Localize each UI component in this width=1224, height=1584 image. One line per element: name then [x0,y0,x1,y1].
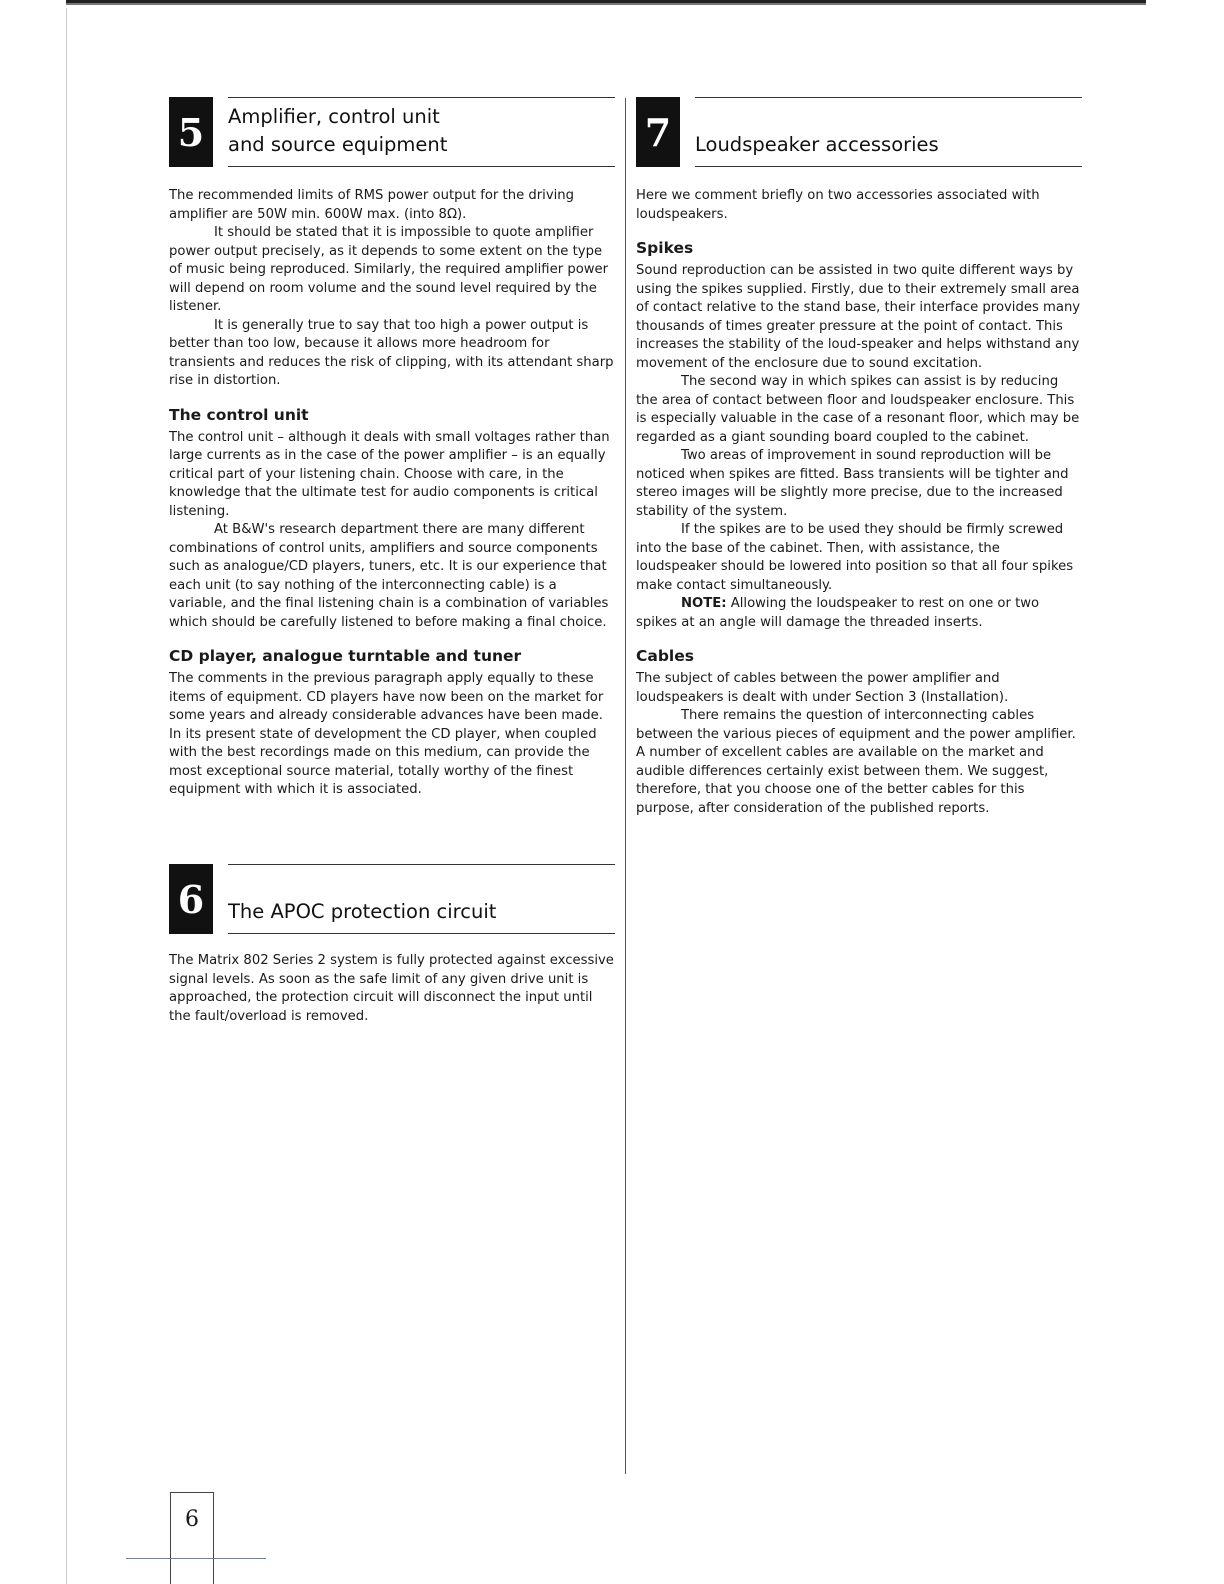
paragraph: The recommended limits of RMS power output for the driving amplifier are 50W min. 600W max. (into 8Ω). [169,188,575,222]
page-number-rule [126,1558,266,1559]
subheading: Cables [636,647,694,665]
section-title: Amplifier, control unit and source equipment [228,105,448,156]
paragraph: Here we comment briefly on two accessories associated with loudspeakers. [636,188,1040,222]
subheading: The control unit [169,405,309,424]
column-divider [625,98,626,1474]
left-column [169,97,615,800]
paragraph: Sound reproduction can be assisted in two quite different ways by using the spikes supplied. Firstly, due to their extremely small area of contact relative to the stand base, their interface provides many thousands of times greater pressure at the point of contact. This increases the stability of the loud-speaker and helps withstand any movement of the enclosure due to sound excitation. [636,263,1081,371]
section-5-header [169,97,615,167]
paragraph: The control unit – although it deals with small voltages rather than large currents as in the case of the power amplifier – is an equally critical part of your listening chain. Choose with care, in the knowledge that the ultimate test for audio components is critical listening. [169,429,610,519]
section-6-header [169,864,615,934]
subheading: Spikes [636,239,694,257]
paragraph: Two areas of improvement in sound reproduction will be noticed when spikes are fitted. Bass transients will be tighter and stereo images will be slightly more precise, due to the increased stability of the system. [636,448,1069,519]
page-left-edge [66,8,67,1584]
header-rule [228,864,615,865]
section-number-badge: 6 [169,864,213,934]
paragraph: It should be stated that it is impossible to quote amplifier power output precisely, as it depends to some extent on the type of music being reproduced. Similarly, the required amplifier power will depend on room volume and the sound level required by the listener. [169,225,609,314]
section-7-header [636,97,1082,167]
subheading: CD player, analogue turntable and tuner [169,647,522,665]
page-number: 6 [170,1492,214,1584]
paragraph: It is generally true to say that too high a power output is better than too low, because it allows more headroom for transients and reduces the risk of clipping, with its attendant sharp rise in distortion. [169,317,614,388]
section-number-badge: 5 [169,97,213,167]
section-number-badge: 7 [636,97,680,167]
paragraph: The subject of cables between the power amplifier and loudspeakers is dealt with under Section 3 (Installation). [636,671,1009,705]
paragraph: At B&W's research department there are many different combinations of control units, amplifiers and source components such as analogue/CD players, tuners, etc. It is our experience that each unit (to say nothing of the interconnecting cable) is a variable, and the final listening chain is a combination of variables which should be carefully listened to before making a final choice. [169,522,609,630]
header-rule [228,97,615,98]
section-title: The APOC protection circuit [228,900,497,923]
paragraph: There remains the question of interconnecting cables between the various pieces of equipment and the power amplifier. A number of excellent cables are available on the market and audible differences certainly exist between them. We suggest, therefore, that you choose one of the better cables for this purpose, after consideration of the published reports. [636,708,1076,816]
note-paragraph [636,595,1082,632]
note-label: NOTE: [681,596,727,611]
note-text: Allowing the loudspeaker to rest on one or two spikes at an angle will damage the threaded inserts. [636,596,1040,630]
left-column-lower [169,864,615,1026]
header-rule [228,933,615,934]
header-rule [695,166,1082,167]
header-rule [695,97,1082,98]
section-title: Loudspeaker accessories [695,133,939,156]
paragraph: The second way in which spikes can assist is by reducing the area of contact between floor and loudspeaker enclosure. This is especially valuable in the case of a resonant floor, which may be regarded as a giant sounding board coupled to the cabinet. [636,374,1080,445]
paragraph: The comments in the previous paragraph apply equally to these items of equipment. CD players have now been on the market for some years and already considerable advances have been made. In its present state of development the CD player, when coupled with the best recordings made on this medium, can provide the most exceptional source material, totally worthy of the finest equipment with which it is associated. [169,671,604,797]
paragraph: The Matrix 802 Series 2 system is fully protected against excessive signal levels. As soon as the safe limit of any given drive unit is approached, the protection circuit will disconnect the input until the fault/overload is removed. [169,953,614,1024]
page-top-edge [66,0,1146,8]
header-rule [228,166,615,167]
right-column [636,97,1082,818]
paragraph: If the spikes are to be used they should be firmly screwed into the base of the cabinet. Then, with assistance, the loudspeaker should be lowered into position so that all four spikes make contact simultaneously. [636,522,1074,593]
